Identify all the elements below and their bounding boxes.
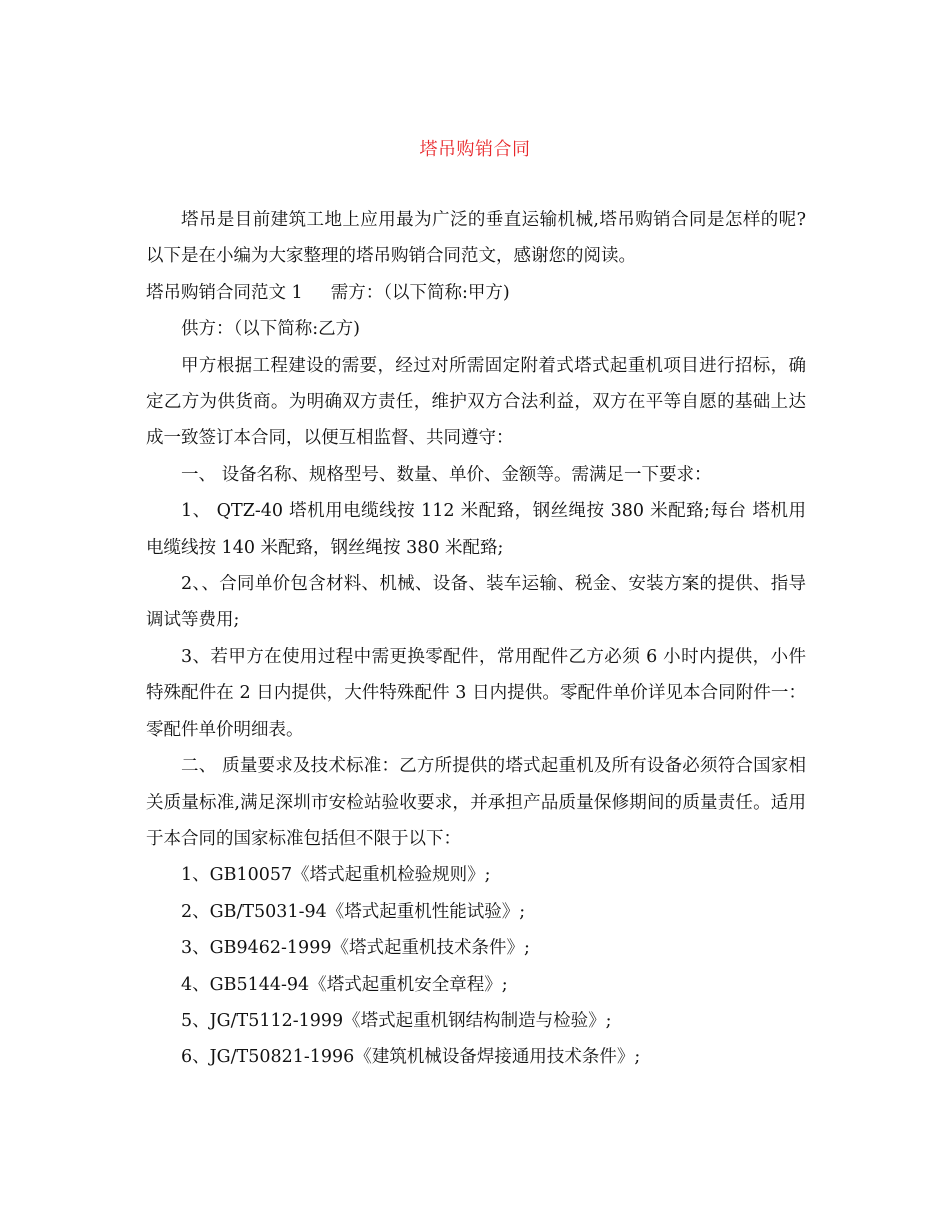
sample-heading-line — [146, 275, 806, 311]
buyer-label: 需方：（以下简称:甲方) — [330, 282, 510, 303]
section-1-item-3: 3、若甲方在使用过程中需更换零配件，常用配件乙方必须 6 小时内提供，小件特殊配件在 2 日内提供，大件特殊配件 3 日内提供。零配件单价详见本合同附件一：零配件单价明细表。 — [146, 646, 806, 740]
document-title: 塔吊购销合同 — [419, 139, 531, 160]
standard-item: 5、JG/T5112-1999《塔式起重机钢结构制造与检验》; — [181, 1010, 612, 1031]
section-2-title: 二、 质量要求及技术标准：乙方所提供的塔式起重机及所有设备必须符合国家相关质量标准,满足深圳市安检站验收要求，并承担产品质量保修期间的质量责任。适用于本合同的国家标准包括但不限于以下： — [146, 756, 806, 849]
seller-label: 供方：（以下简称:乙方) — [181, 319, 360, 340]
standard-item: 1、GB10057《塔式起重机检验规则》; — [181, 865, 491, 886]
section-1-item-2: 2、、合同单价包含材料、机械、设备、装车运输、税金、安装方案的提供、指导调试等费用; — [146, 574, 806, 631]
standard-item: 3、GB9462-1999《塔式起重机技术条件》; — [181, 938, 530, 959]
section-1-item-1: 1、 QTZ-40 塔机用电缆线按 112 米配臵，钢丝绳按 380 米配臵;每台 塔机用电缆线按 140 米配臵，钢丝绳按 380 米配臵; — [146, 501, 806, 558]
intro-paragraph: 塔吊是目前建筑工地上应用最为广泛的垂直运输机械,塔吊购销合同是怎样的呢?以下是在小编为大家整理的塔吊购销合同范文，感谢您的阅读。 — [146, 210, 806, 267]
document-body — [146, 202, 806, 1076]
preamble-paragraph: 甲方根据工程建设的需要，经过对所需固定附着式塔式起重机项目进行招标，确定乙方为供货商。为明确双方责任，维护双方合法利益，双方在平等自愿的基础上达成一致签订本合同，以便互相监督、共同遵守： — [146, 355, 806, 449]
section-1-title: 一、 设备名称、规格型号、数量、单价、金额等。需满足一下要求： — [181, 464, 712, 485]
standard-item: 6、JG/T50821-1996《建筑机械设备焊接通用技术条件》; — [181, 1047, 641, 1068]
sample-heading: 塔吊购销合同范文 1 — [146, 282, 303, 303]
standard-item: 2、GB/T5031-94《塔式起重机性能试验》; — [181, 901, 526, 922]
standard-item: 4、GB5144-94《塔式起重机安全章程》; — [181, 974, 508, 995]
